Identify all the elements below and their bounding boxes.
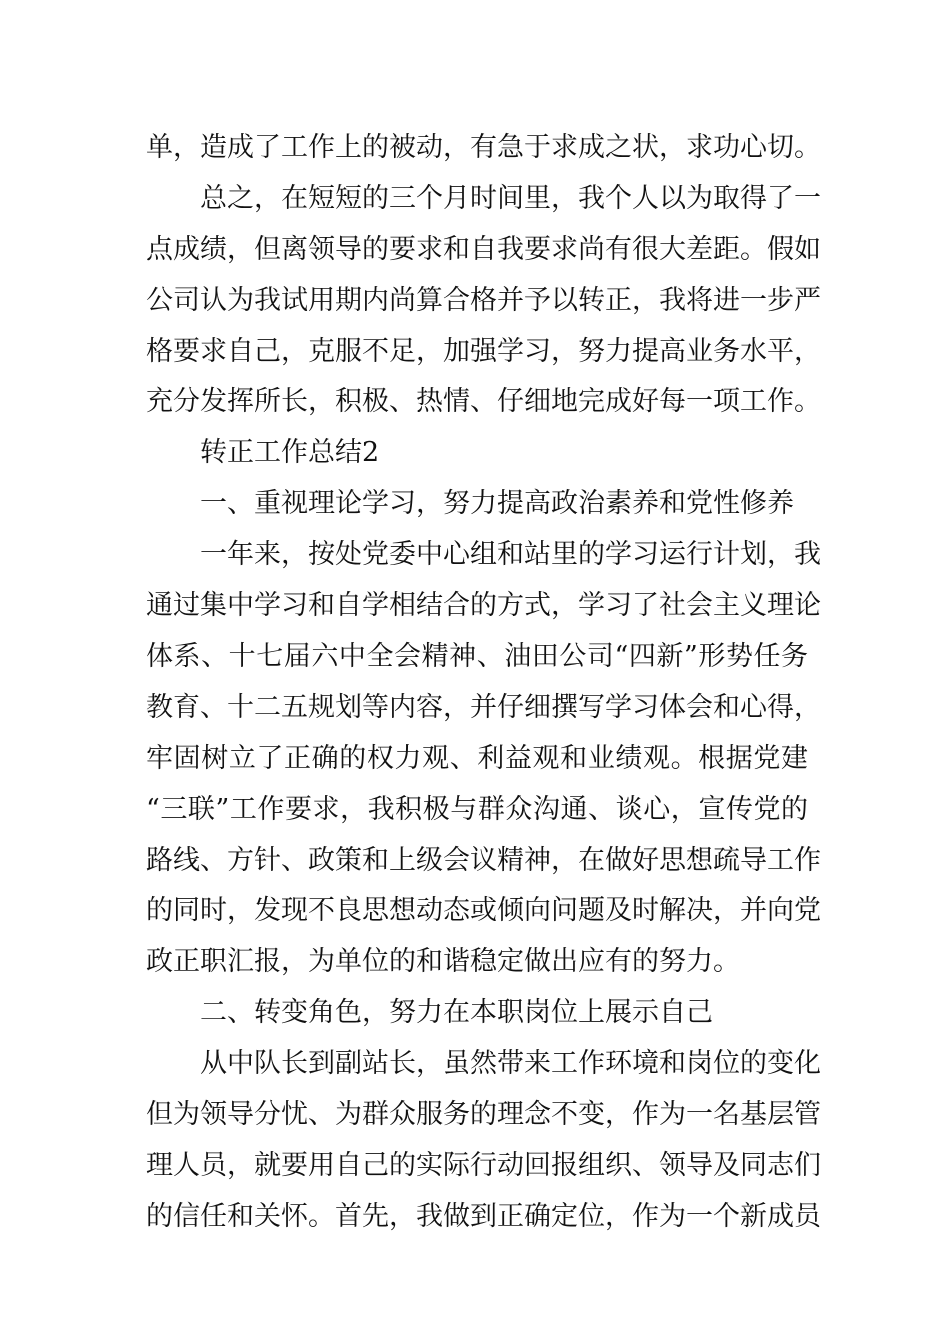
text-line: 理人员，就要用自己的实际行动回报组织、领导及同志们 [146,1150,821,1181]
text-line: 总之，在短短的三个月时间里，我个人以为取得了一 [200,183,821,214]
text-line: 格要求自己，克服不足，加强学习，努力提高业务水平， [146,336,821,367]
section-heading: 二、转变角色，努力在本职岗位上展示自己 [200,997,713,1028]
text-line: 体系、十七届六中全会精神、油田公司“四新”形势任务 [146,641,808,672]
text-line: 通过集中学习和自学相结合的方式，学习了社会主义理论 [146,590,821,621]
text-line: 公司认为我试用期内尚算合格并予以转正，我将进一步严 [146,285,821,316]
text-line: 一年来，按处党委中心组和站里的学习运行计划，我 [200,539,821,570]
text-line: 点成绩，但离领导的要求和自我要求尚有很大差距。假如 [146,234,821,265]
text-line: 但为领导分忧、为群众服务的理念不变，作为一名基层管 [146,1099,821,1130]
text-line: 政正职汇报，为单位的和谐稳定做出应有的努力。 [146,946,740,977]
text-line: 单，造成了工作上的被动，有急于求成之状，求功心切。 [146,132,821,163]
text-line: 牢固树立了正确的权力观、利益观和业绩观。根据党建 [146,743,808,774]
text-line: 教育、十二五规划等内容，并仔细撰写学习体会和心得， [146,692,821,723]
text-line: 充分发挥所长，积极、热情、仔细地完成好每一项工作。 [146,386,821,417]
text-line: 路线、方针、政策和上级会议精神，在做好思想疏导工作 [146,845,821,876]
text-line: 的信任和关怀。首先，我做到正确定位，作为一个新成员 [146,1201,821,1232]
text-line: 从中队长到副站长，虽然带来工作环境和岗位的变化 [200,1048,821,1079]
text-line: 的同时，发现不良思想动态或倾向问题及时解决，并向党 [146,895,821,926]
section-heading: 转正工作总结2 [200,437,380,468]
section-heading: 一、重视理论学习，努力提高政治素养和党性修养 [200,488,794,519]
text-line: “三联”工作要求，我积极与群众沟通、谈心，宣传党的 [146,794,808,825]
